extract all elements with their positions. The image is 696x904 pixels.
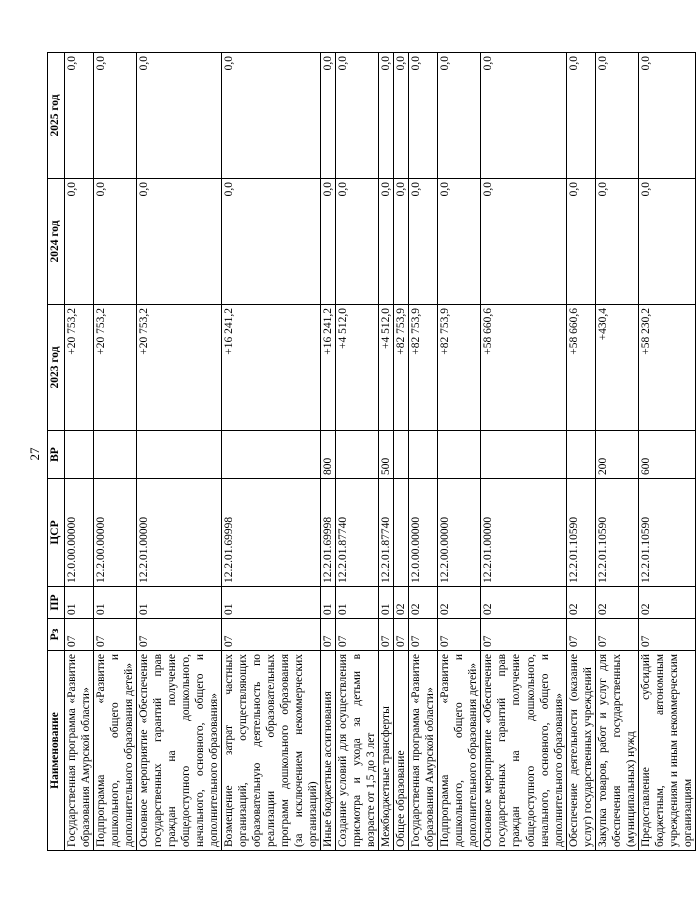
row-2025-cell: 0,0 bbox=[438, 53, 481, 179]
table-row bbox=[638, 53, 695, 851]
row-csr-cell: 12.0.00.00000 bbox=[409, 479, 438, 587]
row-2024-cell: 0,0 bbox=[409, 179, 438, 305]
row-name-cell: Возмещение затрат частных организаций, осуществляющих образовательную деятельность по реализации образовательных программ дошкольного образования (за исключением некоммерческих организаций) bbox=[222, 651, 321, 851]
row-2025-cell: 0,0 bbox=[65, 53, 94, 179]
row-rz-cell: 07 bbox=[438, 619, 481, 651]
row-pr-cell: 01 bbox=[65, 587, 94, 619]
row-2024-cell: 0,0 bbox=[321, 179, 336, 305]
row-vr-cell bbox=[409, 431, 438, 479]
header-2025: 2025 год bbox=[48, 53, 65, 179]
row-csr-cell: 12.2.01.10590 bbox=[566, 479, 595, 587]
row-2023-cell: +20 753,2 bbox=[137, 305, 222, 431]
row-2024-cell: 0,0 bbox=[394, 179, 409, 305]
row-pr-cell: 02 bbox=[438, 587, 481, 619]
row-2023-cell: +58 660,6 bbox=[481, 305, 566, 431]
table-row bbox=[65, 53, 94, 851]
row-pr-cell: 01 bbox=[321, 587, 336, 619]
row-pr-cell: 01 bbox=[94, 587, 137, 619]
row-2025-cell: 0,0 bbox=[222, 53, 321, 179]
row-2025-cell: 0,0 bbox=[336, 53, 379, 179]
table-row bbox=[394, 53, 409, 851]
page-number: 27 bbox=[27, 447, 42, 461]
row-name-cell: Предоставление субсидий бюджетным, автономным учреждениям и иным некоммерческим организациям bbox=[638, 651, 695, 851]
row-name-cell: Подпрограмма «Развитие дошкольного, общего и дополнительного образования детей» bbox=[94, 651, 137, 851]
row-2024-cell: 0,0 bbox=[566, 179, 595, 305]
table-row bbox=[336, 53, 379, 851]
row-2025-cell: 0,0 bbox=[481, 53, 566, 179]
row-pr-cell: 02 bbox=[638, 587, 695, 619]
header-row bbox=[48, 53, 65, 851]
row-2025-cell: 0,0 bbox=[394, 53, 409, 179]
row-2024-cell: 0,0 bbox=[94, 179, 137, 305]
row-name-cell: Государственная программа «Развитие образования Амурской области» bbox=[65, 651, 94, 851]
row-2023-cell: +58 660,6 bbox=[566, 305, 595, 431]
row-rz-cell: 07 bbox=[222, 619, 321, 651]
row-name-cell: Закупка товаров, работ и услуг для обеспечения государственных (муниципальных) нужд bbox=[595, 651, 638, 851]
row-rz-cell: 07 bbox=[65, 619, 94, 651]
row-2024-cell: 0,0 bbox=[65, 179, 94, 305]
row-csr-cell: 12.2.01.10590 bbox=[595, 479, 638, 587]
table-row bbox=[438, 53, 481, 851]
row-rz-cell: 07 bbox=[595, 619, 638, 651]
row-2023-cell: +20 753,2 bbox=[94, 305, 137, 431]
header-csr: ЦСР bbox=[48, 479, 65, 587]
header-name: Наименование bbox=[48, 651, 65, 851]
row-csr-cell: 12.2.01.00000 bbox=[481, 479, 566, 587]
row-rz-cell: 07 bbox=[379, 619, 394, 651]
table-row bbox=[94, 53, 137, 851]
row-vr-cell bbox=[566, 431, 595, 479]
row-vr-cell bbox=[481, 431, 566, 479]
row-2025-cell: 0,0 bbox=[94, 53, 137, 179]
row-name-cell: Создание условий для осуществления присмотра и ухода за детьми в возрасте от 1,5 до 3 лет bbox=[336, 651, 379, 851]
row-2024-cell: 0,0 bbox=[481, 179, 566, 305]
row-2023-cell: +58 230,2 bbox=[638, 305, 695, 431]
row-2023-cell: +16 241,2 bbox=[321, 305, 336, 431]
rotated-table-wrapper bbox=[47, 53, 694, 851]
row-2023-cell: +82 753,9 bbox=[438, 305, 481, 431]
row-name-cell: Обеспечение деятельности (оказание услуг) государственных учреждений bbox=[566, 651, 595, 851]
row-2024-cell: 0,0 bbox=[595, 179, 638, 305]
row-csr-cell: 12.2.01.87740 bbox=[336, 479, 379, 587]
row-vr-cell: 200 bbox=[595, 431, 638, 479]
row-rz-cell: 07 bbox=[336, 619, 379, 651]
row-csr-cell: 12.2.01.69998 bbox=[222, 479, 321, 587]
row-2024-cell: 0,0 bbox=[137, 179, 222, 305]
table-row bbox=[566, 53, 595, 851]
row-vr-cell bbox=[137, 431, 222, 479]
header-rz: Рз bbox=[48, 619, 65, 651]
row-name-cell: Основное мероприятие «Обеспечение государственных гарантий прав граждан на получение общедоступного дошкольного, начального, основного, общего и дополнительного образования» bbox=[481, 651, 566, 851]
row-vr-cell: 500 bbox=[379, 431, 394, 479]
row-vr-cell: 800 bbox=[321, 431, 336, 479]
row-pr-cell: 02 bbox=[394, 587, 409, 619]
table-row bbox=[595, 53, 638, 851]
row-2025-cell: 0,0 bbox=[379, 53, 394, 179]
header-2023: 2023 год bbox=[48, 305, 65, 431]
row-name-cell: Межбюджетные трансферты bbox=[379, 651, 394, 851]
row-2023-cell: +20 753,2 bbox=[65, 305, 94, 431]
row-rz-cell: 07 bbox=[566, 619, 595, 651]
row-csr-cell: 12.2.00.00000 bbox=[94, 479, 137, 587]
table-row bbox=[321, 53, 336, 851]
row-2023-cell: +4 512,0 bbox=[336, 305, 379, 431]
table-row bbox=[222, 53, 321, 851]
row-csr-cell: 12.0.00.00000 bbox=[65, 479, 94, 587]
row-csr-cell: 12.2.00.00000 bbox=[438, 479, 481, 587]
row-pr-cell: 02 bbox=[481, 587, 566, 619]
row-name-cell: Подпрограмма «Развитие дошкольного, общего и дополнительного образования детей» bbox=[438, 651, 481, 851]
row-rz-cell: 07 bbox=[638, 619, 695, 651]
row-vr-cell bbox=[94, 431, 137, 479]
table-row bbox=[409, 53, 438, 851]
table-row bbox=[379, 53, 394, 851]
row-rz-cell: 07 bbox=[481, 619, 566, 651]
row-vr-cell bbox=[65, 431, 94, 479]
row-pr-cell: 01 bbox=[379, 587, 394, 619]
row-pr-cell: 01 bbox=[222, 587, 321, 619]
header-pr: ПР bbox=[48, 587, 65, 619]
row-2023-cell: +82 753,9 bbox=[394, 305, 409, 431]
row-pr-cell: 01 bbox=[137, 587, 222, 619]
row-2024-cell: 0,0 bbox=[379, 179, 394, 305]
row-2024-cell: 0,0 bbox=[638, 179, 695, 305]
row-2024-cell: 0,0 bbox=[222, 179, 321, 305]
table-row bbox=[137, 53, 222, 851]
row-pr-cell: 02 bbox=[566, 587, 595, 619]
header-vr: ВР bbox=[48, 431, 65, 479]
row-rz-cell: 07 bbox=[321, 619, 336, 651]
header-2024: 2024 год bbox=[48, 179, 65, 305]
budget-table bbox=[47, 52, 696, 851]
row-2023-cell: +430,4 bbox=[595, 305, 638, 431]
row-csr-cell bbox=[394, 479, 409, 587]
row-2025-cell: 0,0 bbox=[595, 53, 638, 179]
row-csr-cell: 12.2.01.69998 bbox=[321, 479, 336, 587]
row-rz-cell: 07 bbox=[394, 619, 409, 651]
row-vr-cell bbox=[438, 431, 481, 479]
table-row bbox=[481, 53, 566, 851]
row-2025-cell: 0,0 bbox=[566, 53, 595, 179]
row-2025-cell: 0,0 bbox=[409, 53, 438, 179]
row-rz-cell: 07 bbox=[137, 619, 222, 651]
row-2023-cell: +16 241,2 bbox=[222, 305, 321, 431]
row-pr-cell: 02 bbox=[595, 587, 638, 619]
table-body bbox=[65, 53, 696, 851]
row-2023-cell: +4 512,0 bbox=[379, 305, 394, 431]
row-name-cell: Иные бюджетные ассигнования bbox=[321, 651, 336, 851]
row-vr-cell bbox=[394, 431, 409, 479]
row-csr-cell: 12.2.01.10590 bbox=[638, 479, 695, 587]
row-2024-cell: 0,0 bbox=[336, 179, 379, 305]
row-name-cell: Основное мероприятие «Обеспечение государственных гарантий прав граждан на получение общедоступного дошкольного, начального, основного, общего и дополнительного образования» bbox=[137, 651, 222, 851]
row-pr-cell: 02 bbox=[409, 587, 438, 619]
row-csr-cell: 12.2.01.87740 bbox=[379, 479, 394, 587]
row-csr-cell: 12.2.01.00000 bbox=[137, 479, 222, 587]
row-2024-cell: 0,0 bbox=[438, 179, 481, 305]
row-2023-cell: +82 753,9 bbox=[409, 305, 438, 431]
row-vr-cell: 600 bbox=[638, 431, 695, 479]
row-2025-cell: 0,0 bbox=[321, 53, 336, 179]
row-name-cell: Общее образование bbox=[394, 651, 409, 851]
row-2025-cell: 0,0 bbox=[638, 53, 695, 179]
row-vr-cell bbox=[222, 431, 321, 479]
row-name-cell: Государственная программа «Развитие образования Амурской области» bbox=[409, 651, 438, 851]
row-rz-cell: 07 bbox=[409, 619, 438, 651]
row-pr-cell: 01 bbox=[336, 587, 379, 619]
row-vr-cell bbox=[336, 431, 379, 479]
row-2025-cell: 0,0 bbox=[137, 53, 222, 179]
row-rz-cell: 07 bbox=[94, 619, 137, 651]
